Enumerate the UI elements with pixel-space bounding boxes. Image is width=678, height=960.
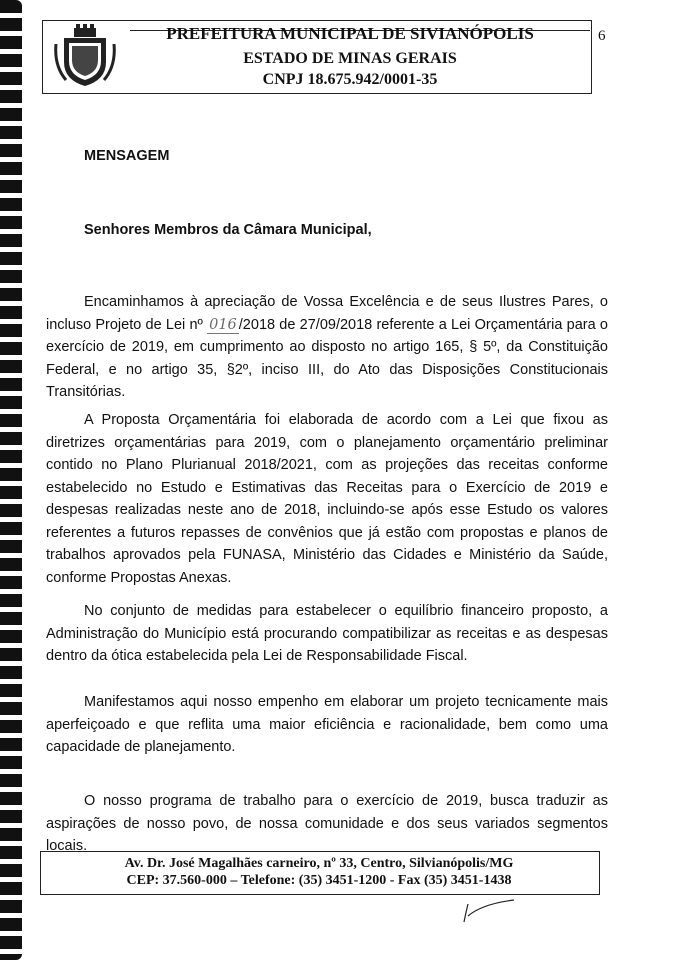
paragraph-3: [46, 600, 608, 668]
paragraph-5-text: O nosso programa de trabalho para o exercício de 2019, busca traduzir as aspirações de nosso povo, de nossa comunidade e dos seus variados segmentos locais.: [46, 793, 608, 854]
paragraph-1-text-b: /2018 de 27/09/2018 referente a Lei Orçamentária para o exercício de 2019, em cumprimento ao disposto no artigo 165, § 5º, da Constituição Federal, e no artigo 35, §2º, inciso III, do Ato das Disposições Constitucionais Transitórias.: [46, 316, 608, 400]
paragraph-2: [46, 409, 608, 589]
paragraph-4-text: Manifestamos aqui nosso empenho em elaborar um projeto tecnicamente mais aperfeiçoado e que reflita uma maior eficiência e racionalidade, bem como uma capacidade de planejamento.: [46, 694, 608, 755]
paragraph-3-text: No conjunto de medidas para estabelecer o equilíbrio financeiro proposto, a Administração do Município está procurando compatibilizar as receitas e as despesas dentro da ótica estabelecida pela Lei de Responsabilidade Fiscal.: [46, 603, 608, 664]
signature-mark-icon: [460, 896, 520, 926]
municipality-title: PREFEITURA MUNICIPAL DE SIVIANÓPOLIS: [166, 24, 534, 43]
paragraph-1: [46, 291, 608, 404]
municipal-crest-icon: [54, 24, 116, 88]
handwritten-bill-number: 016: [209, 316, 237, 333]
paragraph-5: [46, 790, 608, 858]
cnpj-line: CNPJ 18.675.942/0001-35: [262, 71, 438, 88]
paragraph-2-text: A Proposta Orçamentária foi elaborada de acordo com a Lei que fixou as diretrizes orçamentárias para 2019, com o planejamento orçamentário preliminar contido no Plano Plurianual 2018/2021, com as projeções das receitas conforme estabelecido no Estudo e Estimativas das Receitas para o Exercício de 2019 e despesas realizadas neste ano de 2018, incluindo-se após esse Estudo os valores referentes a futuros repasses de convênios que já estão com propostas e planos de trabalhos aprovados pela FUNASA, Ministério das Cidades e Ministério da Saúde, conforme Propostas Anexas.: [46, 412, 608, 586]
paragraph-1-text-a: Encaminhamos à apreciação de Vossa Excelência e de seus Ilustres Pares, o incluso Projeto de Lei nº: [46, 294, 608, 333]
footer-contact: CEP: 37.560-000 – Telefone: (35) 3451-1200 - Fax (35) 3451-1438: [126, 873, 512, 888]
page-number: 6: [598, 28, 606, 44]
salutation: Senhores Membros da Câmara Municipal,: [84, 222, 372, 238]
spiral-binding: [0, 0, 22, 960]
message-heading: MENSAGEM: [84, 148, 170, 164]
state-title: ESTADO DE MINAS GERAIS: [243, 50, 457, 67]
paragraph-4: [46, 691, 608, 759]
footer-address: Av. Dr. José Magalhães carneiro, nº 33, Centro, Silvianópolis/MG: [124, 856, 514, 871]
